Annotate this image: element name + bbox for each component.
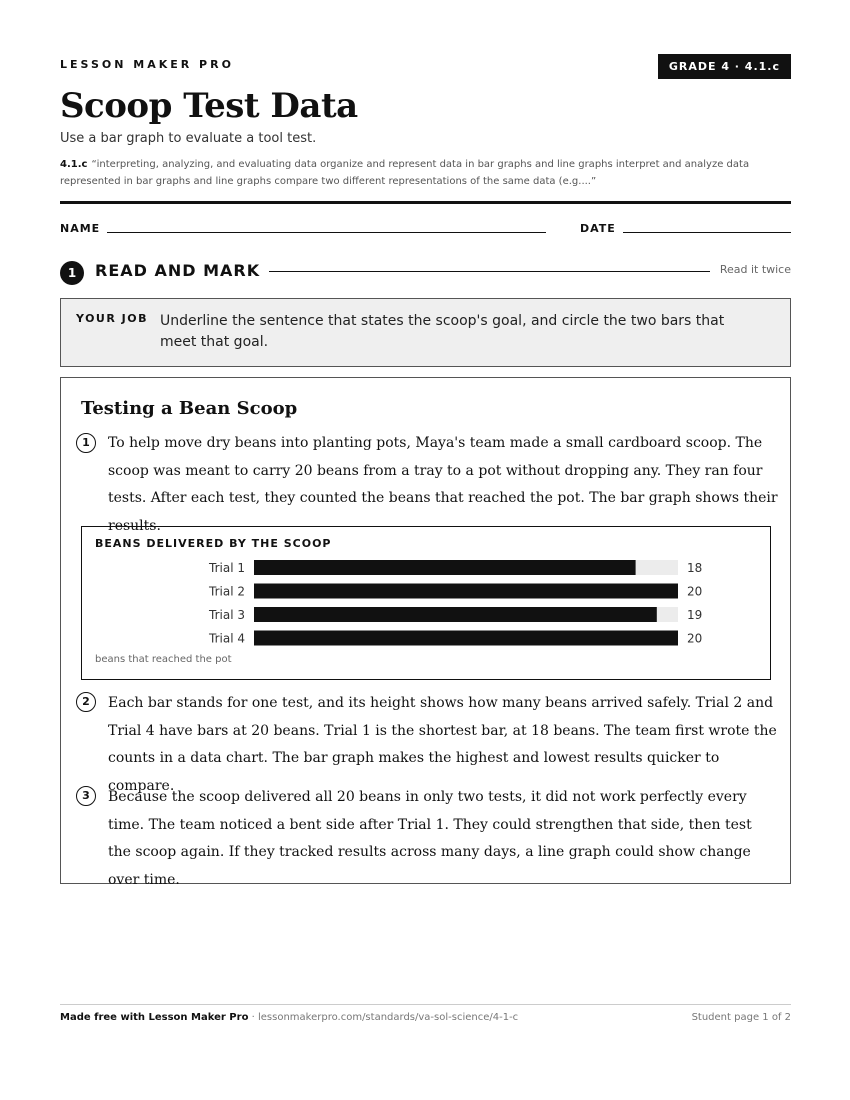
brand-name: LESSON MAKER PRO — [60, 58, 234, 71]
footer-made-with: Made free with Lesson Maker Pro — [60, 1012, 249, 1023]
bar-trial-2[interactable] — [254, 584, 678, 599]
paragraph-1[interactable]: To help move dry beans into planting pots, Maya's team made a small cardboard scoop. The scoop was meant to carry 20 beans from a tray to a pot without dropping any. They ran four tests. After each test, they counted the beans that reached the pot. The bar graph shows their results. — [108, 435, 778, 534]
standard-code: 4.1.c — [60, 159, 88, 170]
section-divider — [269, 271, 710, 272]
bar-trial-4[interactable] — [254, 631, 678, 646]
date-label: DATE — [580, 222, 616, 235]
date-field[interactable] — [623, 232, 791, 233]
page-subtitle: Use a bar graph to evaluate a tool test. — [60, 131, 317, 146]
chart-title: BEANS DELIVERED BY THE SCOOP — [95, 537, 332, 550]
paragraph-2[interactable]: Each bar stands for one test, and its height shows how many beans arrived safely. Trial 2 and Trial 4 have bars at 20 beans. Trial 1 is the shortest bar, at 18 beans. The team first wrote the counts in a data chart. The bar graph makes the highest and lowest results quicker to compare. — [108, 695, 777, 794]
paragraph-number-3: 3 — [76, 786, 96, 806]
grade-badge: GRADE 4 · 4.1.c — [658, 54, 791, 79]
value-label-trial-1: 18 — [687, 561, 703, 575]
your-job-label: YOUR JOB — [76, 312, 148, 325]
category-label-trial-4: Trial 4 — [209, 631, 245, 646]
footer-divider — [60, 1004, 791, 1005]
paragraph-number-1: 1 — [76, 433, 96, 453]
section-title: READ AND MARK — [95, 261, 261, 280]
value-label-trial-4: 20 — [687, 631, 703, 646]
category-label-trial-3: Trial 3 — [209, 608, 245, 622]
reading-passage — [60, 377, 791, 888]
name-label: NAME — [60, 222, 101, 235]
chart-axis-label: beans that reached the pot — [95, 654, 232, 665]
your-job-instructions: Underline the sentence that states the scoop's goal, and circle the two bars that meet that goal. — [160, 313, 725, 350]
bar-chart — [81, 526, 771, 680]
footer-credit — [60, 1012, 518, 1023]
page-title: Scoop Test Data — [60, 86, 358, 126]
header-divider — [60, 201, 791, 204]
value-label-trial-2: 20 — [687, 584, 703, 599]
standard-description — [60, 156, 791, 190]
name-field[interactable] — [107, 232, 546, 233]
paragraph-number-2: 2 — [76, 692, 96, 712]
worksheet-page — [60, 0, 791, 1100]
passage-title: Testing a Bean Scoop — [81, 398, 298, 419]
category-label-trial-1: Trial 1 — [209, 561, 245, 575]
footer-url[interactable]: · lessonmakerpro.com/standards/va-sol-science/4-1-c — [248, 1012, 519, 1023]
value-label-trial-3: 19 — [687, 608, 703, 622]
your-job-box — [60, 298, 791, 367]
standard-text: “interpreting, analyzing, and evaluating data organize and represent data in bar graphs and line graphs interpret and analyze data represented in bar graphs and line graphs compare two different representations of the same data (e.g....” — [60, 159, 750, 187]
paragraph-3[interactable]: Because the scoop delivered all 20 beans in only two tests, it did not work perfectly every time. The team noticed a bent side after Trial 1. They could strengthen that side, then test the scoop again. If they tracked results across many days, a line graph could show change over time. — [108, 789, 752, 888]
bar-trial-1[interactable] — [254, 560, 636, 575]
bar-trial-3[interactable] — [254, 607, 657, 622]
section-note: Read it twice — [719, 263, 791, 276]
section-number-badge: 1 — [60, 261, 84, 285]
category-label-trial-2: Trial 2 — [209, 584, 245, 599]
footer-page-number: Student page 1 of 2 — [691, 1012, 791, 1023]
